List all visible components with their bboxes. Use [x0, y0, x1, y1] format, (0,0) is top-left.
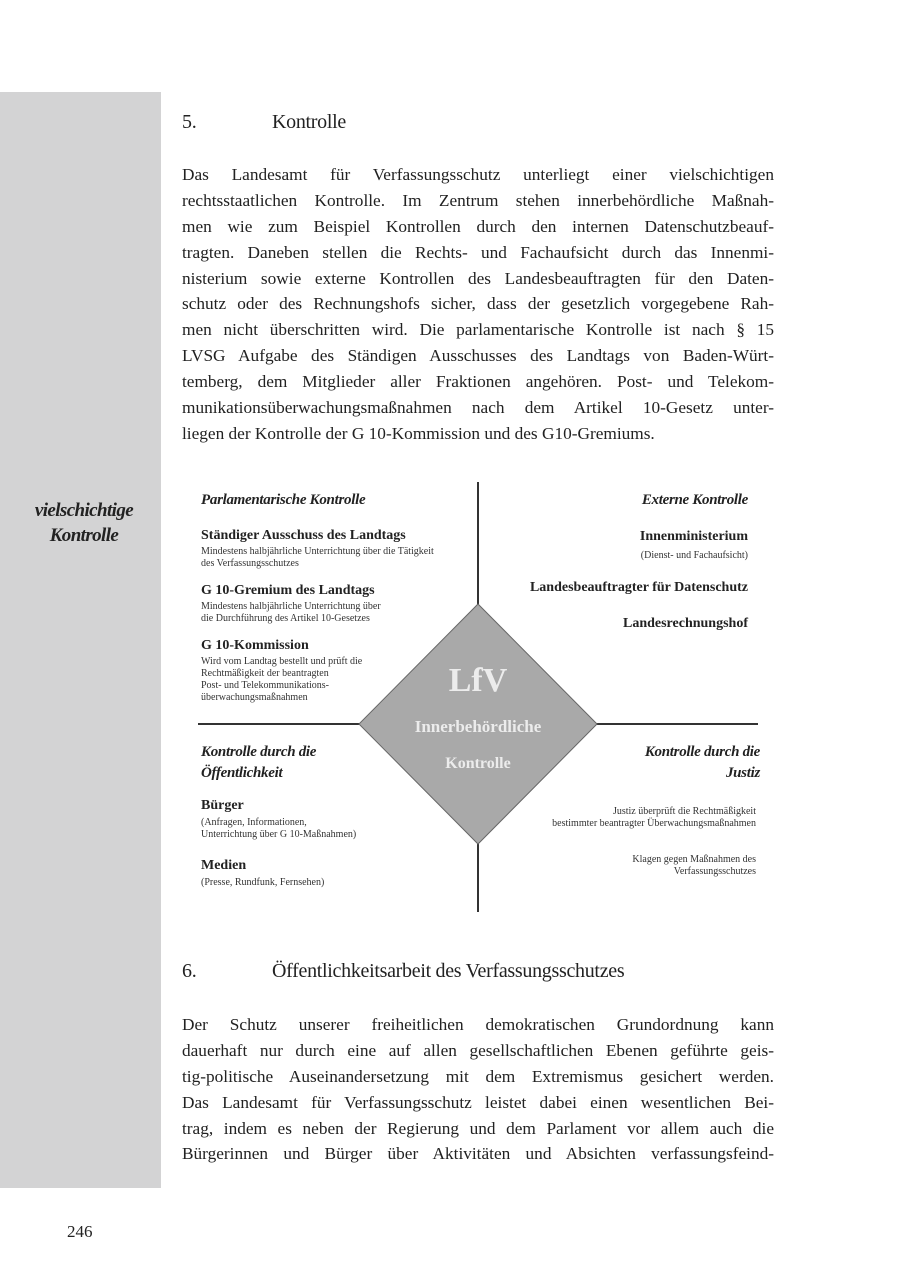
desc-line: Rechtmäßigkeit der beantragten — [201, 668, 329, 679]
parlamentarische-item1-desc — [201, 546, 434, 570]
desc-line: Mindestens halbjährliche Unterrichtung über — [201, 601, 381, 612]
externe-item3-title: Landesrechnungshof — [622, 616, 748, 631]
desc-line: des Verfassungsschutzes — [201, 558, 299, 569]
externe-item1-sub: (Dienst- und Fachaufsicht) — [640, 550, 748, 561]
justiz-item1-desc — [552, 806, 756, 830]
desc-line: Justiz überprüft die Rechtmäßigkeit — [612, 806, 756, 817]
heading-line: Öffentlichkeit — [201, 765, 283, 781]
paragraph-line: trag, indem es neben der Regierung und dem Parlament vor allem auch die — [182, 1118, 774, 1138]
margin-note-line1: vielschichtige — [34, 500, 134, 521]
paragraph-line: Das Landesamt für Verfassungsschutz leistet dabei einen wesentlichen Bei- — [182, 1092, 774, 1112]
desc-line: Klagen gegen Maßnahmen des — [632, 854, 756, 865]
paragraph-line: Der Schutz unserer freiheitlichen demokratischen Grundordnung kann — [182, 1015, 774, 1034]
section-6-number: 6. — [182, 960, 197, 982]
paragraph-line: Das Landesamt für Verfassungsschutz unterliegt einer vielschichtigen — [182, 165, 774, 184]
page-number: 246 — [67, 1222, 93, 1241]
oeffentlichkeit-item2-desc: (Presse, Rundfunk, Fernsehen) — [201, 877, 325, 888]
heading-line: Kontrolle durch die — [644, 744, 760, 760]
paragraph-line: temberg, dem Mitglieder aller Fraktionen angehören. Post- und Telekom- — [182, 372, 774, 392]
paragraph-line: rechtsstaatlichen Kontrolle. Im Zentrum stehen innerbehördliche Maßnah- — [182, 190, 774, 210]
desc-line: Wird vom Landtag bestellt und prüft die — [201, 656, 363, 667]
desc-line: (Anfragen, Informationen, — [201, 817, 307, 828]
desc-line: überwachungsmaßnahmen — [201, 692, 308, 703]
desc-line: bestimmter beantragter Überwachungsmaßnahmen — [552, 818, 756, 829]
paragraph-line: liegen der Kontrolle der G 10-Kommission und des G10-Gremiums. — [182, 423, 655, 443]
paragraph-line: LVSG Aufgabe des Ständigen Ausschusses des Landtags von Baden-Würt- — [182, 346, 774, 366]
oeffentlichkeit-item2-title: Medien — [201, 858, 247, 873]
paragraph-line: munikationsüberwachungsmaßnahmen nach dem Artikel 10-Gesetz unter- — [182, 398, 774, 418]
margin-note — [14, 498, 154, 548]
desc-line: Unterrichtung über G 10-Maßnahmen) — [201, 829, 357, 840]
paragraph-line: tig-politische Auseinandersetzung mit dem Extremismus gesichert werden. — [182, 1066, 774, 1086]
parlamentarische-item3-title: G 10-Kommission — [201, 638, 309, 653]
parlamentarische-item2-desc — [201, 601, 381, 625]
parlamentarische-item1-title: Ständiger Ausschuss des Landtags — [201, 528, 406, 543]
parlamentarische-item3-desc — [201, 656, 362, 704]
justiz-item2-desc — [632, 854, 756, 878]
oeffentlichkeit-heading — [201, 742, 316, 784]
paragraph-line: men nicht überschritten wird. Die parlamentarische Kontrolle ist nach § 15 — [182, 320, 774, 340]
section-6-title: Öffentlichkeitsarbeit des Verfassungsschutzes — [272, 960, 625, 982]
paragraph-line: Bürgerinnen und Bürger über Aktivitäten und Absichten verfassungsfeind- — [182, 1144, 774, 1164]
externe-item2-title: Landesbeauftragter für Datenschutz — [529, 580, 748, 595]
oeffentlichkeit-item1-title: Bürger — [201, 798, 244, 813]
paragraph-line: dauerhaft nur durch eine auf allen gesellschaftlichen Ebenen geführte geis- — [182, 1040, 774, 1060]
externe-item1-title: Innenministerium — [639, 529, 748, 544]
section-5-title: Kontrolle — [272, 111, 346, 133]
desc-line: die Durchführung des Artikel 10-Gesetzes — [201, 613, 370, 624]
paragraph-line: nisterium sowie externe Kontrollen des Landesbeauftragten für den Daten- — [182, 268, 774, 288]
paragraph-line: men wie zum Beispiel Kontrollen durch den internen Datenschutzbeauf- — [182, 216, 774, 236]
externe-heading: Externe Kontrolle — [641, 492, 748, 508]
heading-line: Kontrolle durch die — [201, 744, 317, 760]
parlamentarische-heading: Parlamentarische Kontrolle — [201, 492, 366, 508]
control-diagram — [182, 478, 764, 918]
section-6-paragraph — [182, 1012, 774, 1167]
paragraph-line: tragten. Daneben stellen die Rechts- und Fachaufsicht durch das Innenmi- — [182, 242, 774, 262]
lfv-line1: Innerbehördliche — [414, 717, 542, 736]
section-5-number: 5. — [182, 111, 197, 133]
section-5-paragraph — [182, 162, 774, 447]
sidebar-band — [0, 92, 161, 1188]
desc-line: Verfassungsschutzes — [673, 866, 756, 877]
lfv-title: LfV — [448, 662, 508, 699]
lfv-line2: Kontrolle — [445, 755, 511, 772]
desc-line: Post- und Telekommunikations- — [201, 680, 329, 691]
heading-line: Justiz — [725, 765, 760, 781]
parlamentarische-item2-title: G 10-Gremium des Landtags — [201, 583, 375, 598]
oeffentlichkeit-item1-desc — [201, 817, 356, 841]
paragraph-line: schutz oder des Rechnungshofs sicher, dass der gesetzlich vorgegebene Rah- — [182, 294, 774, 314]
margin-note-line2: Kontrolle — [49, 525, 119, 546]
justiz-heading — [645, 742, 760, 784]
desc-line: Mindestens halbjährliche Unterrichtung über die Tätigkeit — [201, 546, 434, 557]
